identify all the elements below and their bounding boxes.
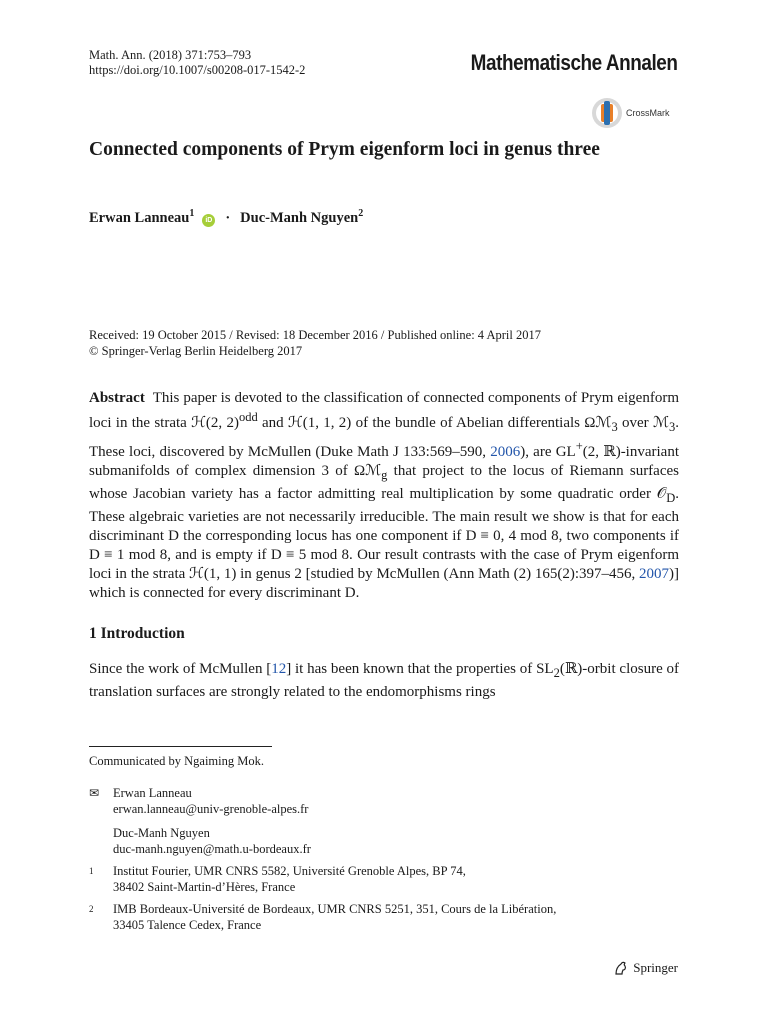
abstract-heading: Abstract [89,390,145,406]
publisher-name: Springer [633,960,678,975]
citation-link[interactable]: 2007 [639,566,669,582]
abstract: Abstract This paper is devoted to the classification of connected components of Prym eigenform loci in the strata ℋ(2, 2)$^{odd}$ and ℋ(1, 1, 2) of the bundle of Abelian differentials Ωℳ$_3$ over ℳ$_3$. These loci, discovered by McMullen (Duke Math J 133:569–590, 2006), are GL+(2, ℝ)-invariant submanifolds of complex dimension 3 of Ωℳ$_g$ that project to the locus of Riemann surfaces whose Jacobian variety has a factor admitting real multiplication by some quadratic order 𝒪$_D$. These algebraic varieties are not necessarily irreducible. The main result we show is that for each discriminant D the corresponding locus has one component if D ≡ 0, 4 mod 8, two components if D ≡ 1 mod 8, and is empty if D ≡ 5 mod 8. Our result contrasts with the case of Prym eigenform loci in the strata ℋ(1, 1) in genus 2 [studied by McMullen (Ann Math (2) 165(2):397–456, 2007)] which is connected for every discriminant D. [89,390,680,601]
citation-block [89,48,305,78]
orcid-icon[interactable]: iD [202,214,215,227]
contact-email[interactable]: erwan.lanneau@univ-grenoble-alpes.fr [113,801,309,816]
envelope-icon: ✉ [89,786,100,800]
springer-horse-icon [613,960,629,976]
correspondence [89,786,311,857]
dates-block [89,328,541,359]
crossmark-label: CrossMark [626,108,670,118]
author-separator: · [225,209,231,226]
section-heading: 1 Introduction [89,625,185,642]
crossmark-badge[interactable] [586,96,682,130]
affiliation-1: 1 Institut Fourier, UMR CNRS 5582, Université Grenoble Alpes, BP 74, 38402 Saint-Martin-d’Hères, France [89,864,466,894]
author-2[interactable]: Duc-Manh Nguyen$^2$ [240,208,364,226]
publisher-logo [613,960,678,976]
copyright: © Springer-Verlag Berlin Heidelberg 2017 [89,343,303,358]
history-dates: Received: 19 October 2015 / Revised: 18 December 2016 / Published online: 4 April 2017 [89,328,542,342]
paper-title: Connected components of Prym eigenform loci in genus three [89,139,600,160]
footnote-rule [89,746,272,747]
intro-paragraph: Since the work of McMullen [12] it has been known that the properties of $SL_2(ℝ)$-orbit closure of translation surfaces are strongly related to the endomorphisms rings [89,661,680,700]
contact-name: Erwan Lanneau [113,786,192,800]
author-line [89,208,363,227]
journal-name: Mathematische Annalen [471,50,678,75]
reference-link[interactable]: 12 [271,661,287,677]
communicated-by: Communicated by Ngaiming Mok. [89,754,264,768]
contact-name: Duc-Manh Nguyen [113,826,210,840]
journal-citation: Math. Ann. (2018) 371:753–793 [89,48,252,62]
affiliation-2: 2 IMB Bordeaux-Université de Bordeaux, UMR CNRS 5251, 351, Cours de la Libération, 33405 Talence Cedex, France [89,902,557,932]
author-1[interactable]: Erwan Lanneau$^1$ [89,208,195,226]
contact-email[interactable]: duc-manh.nguyen@math.u-bordeaux.fr [113,841,311,856]
crossmark-icon [590,96,624,130]
doi-link[interactable]: https://doi.org/10.1007/s00208-017-1542-2 [89,63,306,77]
citation-link[interactable]: 2006 [490,444,521,460]
